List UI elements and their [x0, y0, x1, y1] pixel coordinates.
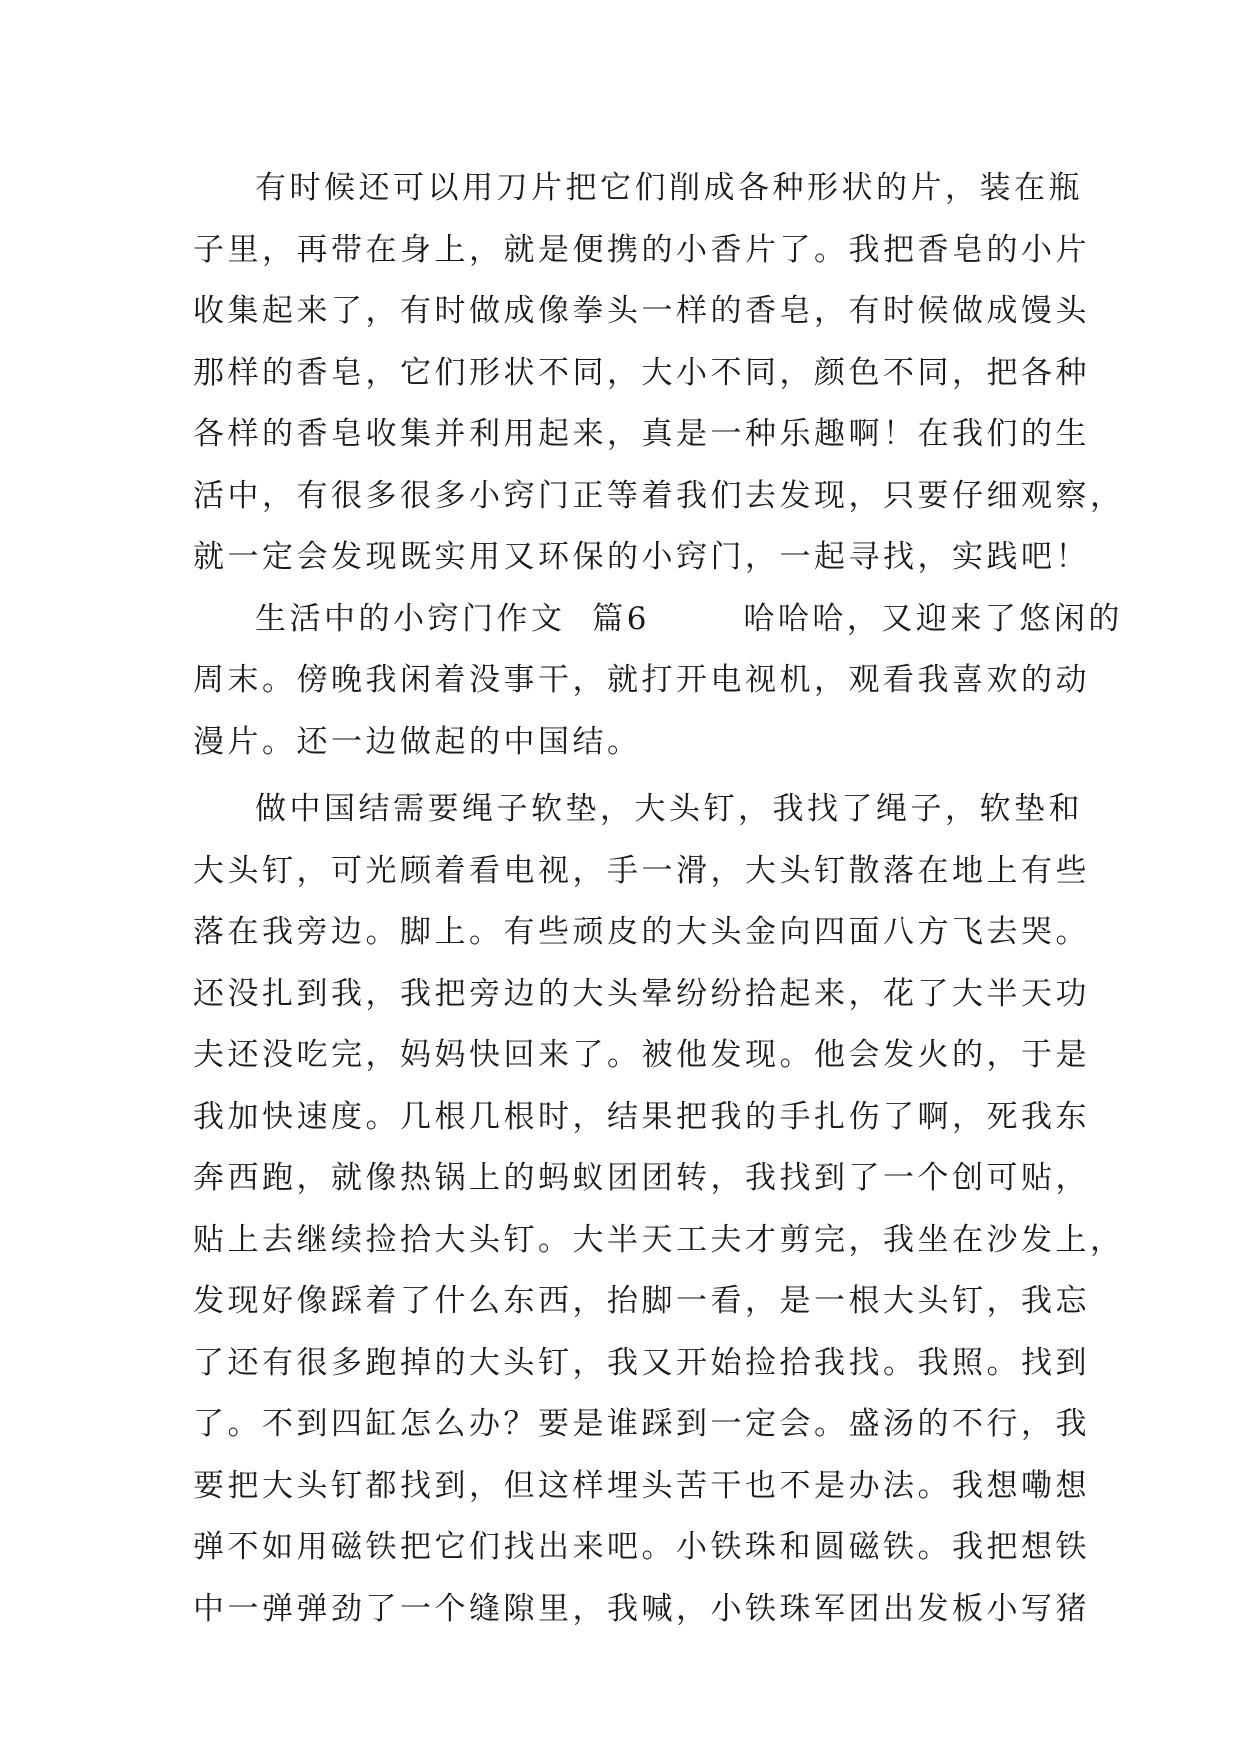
text-line: 弹不如用磁铁把它们找出来吧。小铁珠和圆磁铁。我把想铁 [193, 1529, 1090, 1565]
text-line: 贴上去继续捡拾大头钉。大半天工夫才剪完，我坐在沙发上， [193, 1221, 1125, 1258]
text-line: 周末。傍晚我闲着没事干，就打开电视机，观看我喜欢的动 [193, 662, 1090, 698]
text-line: 子里，再带在身上，就是便携的小香片了。我把香皂的小片 [193, 231, 1090, 268]
text-line: 了。不到四缸怎么办？要是谁踩到一定会。盛汤的不行，我 [193, 1406, 1090, 1442]
text-line: 大头钉，可光顾着看电视，手一滑，大头钉散落在地上有些 [193, 852, 1090, 889]
text-line: 奔西跑，就像热锅上的蚂蚁团团转，我找到了一个创可贴， [193, 1160, 1090, 1196]
text-line: 就一定会发现既实用又环保的小窍门，一起寻找，实践吧！ [193, 539, 1090, 575]
text-line: 活中，有很多很多小窍门正等着我们去发现，只要仔细观察， [193, 477, 1125, 514]
text-line: 夫还没吃完，妈妈快回来了。被他发现。他会发火的，于是 [193, 1037, 1090, 1073]
text-line: 中一弹弹劲了一个缝隙里，我喊，小铁珠军团出发板小写猪 [193, 1590, 1090, 1627]
text-line: 还没扎到我，我把旁边的大头晕纷纷拾起来，花了大半天功 [193, 975, 1090, 1012]
text-line: 发现好像踩着了什么东西，抬脚一看，是一根大头钉，我忘 [193, 1283, 1090, 1319]
section-heading-line: 生活中的小窍门作文 篇6 哈哈哈，又迎来了悠闲的 [255, 600, 1123, 637]
text-line: 我加快速度。几根几根时，结果把我的手扎伤了啊，死我东 [193, 1098, 1090, 1135]
text-line: 要把大头钉都找到，但这样埋头苦干也不是办法。我想嘞想 [193, 1467, 1090, 1504]
text-line: 了还有很多跑掉的大头钉，我又开始捡拾我找。我照。找到 [193, 1344, 1090, 1381]
text-line: 漫片。还一边做起的中国结。 [193, 723, 642, 760]
text-line: 那样的香皂，它们形状不同，大小不同，颜色不同，把各种 [193, 354, 1090, 391]
text-line: 落在我旁边。脚上。有些顽皮的大头金向四面八方飞去哭。 [193, 914, 1090, 950]
text-line: 收集起来了，有时做成像拳头一样的香皂，有时候做成馒头 [193, 293, 1090, 329]
text-line: 各样的香皂收集并利用起来，真是一种乐趣啊！在我们的生 [193, 416, 1090, 452]
text-line: 有时候还可以用刀片把它们削成各种形状的片，装在瓶 [255, 170, 1083, 206]
text-line: 做中国结需要绳子软垫，大头钉，我找了绳子，软垫和 [255, 791, 1083, 827]
document-body [193, 158, 1125, 1640]
